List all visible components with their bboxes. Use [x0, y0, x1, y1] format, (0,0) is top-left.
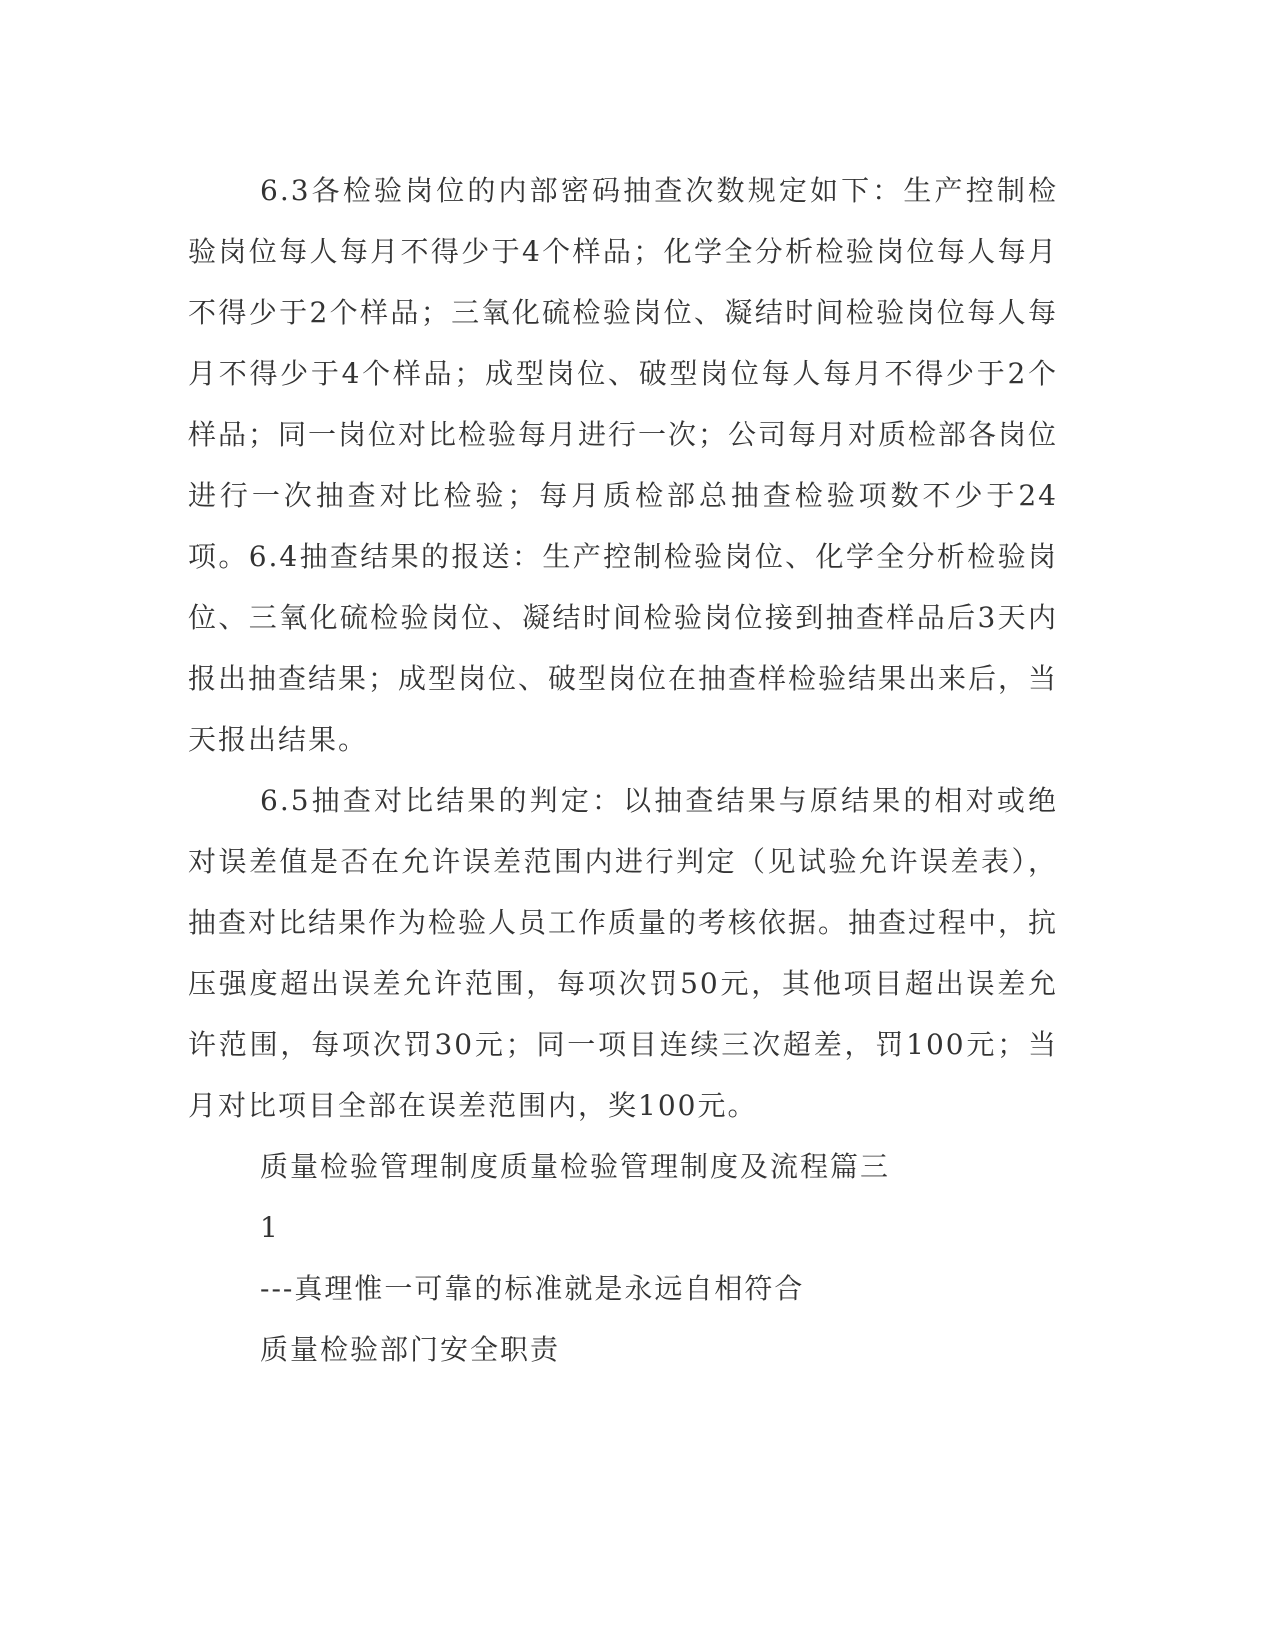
page-number: 1 — [260, 1211, 280, 1244]
paragraph-sampling-rules: 6.3各检验岗位的内部密码抽查次数规定如下：生产控制检验岗位每人每月不得少于4个样品；化学全分析检验岗位每人每月不得少于2个样品；三氧化硫检验岗位、凝结时间检验岗位每人每月不得少于4个样品；成型岗位、破型岗位每人每月不得少于2个样品；同一岗位对比检验每月进行一次；公司每月对质检部各岗位进行一次抽查对比检验；每月质检部总抽查检验项数不少于24项。6.4抽查结果的报送：生产控制检验岗位、化学全分析检验岗位、三氧化硫检验岗位、凝结时间检验岗位接到抽查样品后3天内报出抽查结果；成型岗位、破型岗位在抽查样检验结果出来后，当天报出结果。 — [188, 174, 1059, 756]
document-body — [188, 160, 1058, 1380]
section-heading: 质量检验管理制度质量检验管理制度及流程篇三 — [260, 1150, 891, 1183]
quote-line: ---真理惟一可靠的标准就是永远自相符合 — [260, 1272, 805, 1305]
paragraph-result-judgement: 6.5抽查对比结果的判定：以抽查结果与原结果的相对或绝对误差值是否在允许误差范围内进行判定（见试验允许误差表），抽查对比结果作为检验人员工作质量的考核依据。抽查过程中，抗压强度超出误差允许范围，每项次罚50元，其他项目超出误差允许范围，每项次罚30元；同一项目连续三次超差，罚100元；当月对比项目全部在误差范围内，奖100元。 — [188, 784, 1059, 1122]
section-title: 质量检验部门安全职责 — [260, 1333, 561, 1366]
